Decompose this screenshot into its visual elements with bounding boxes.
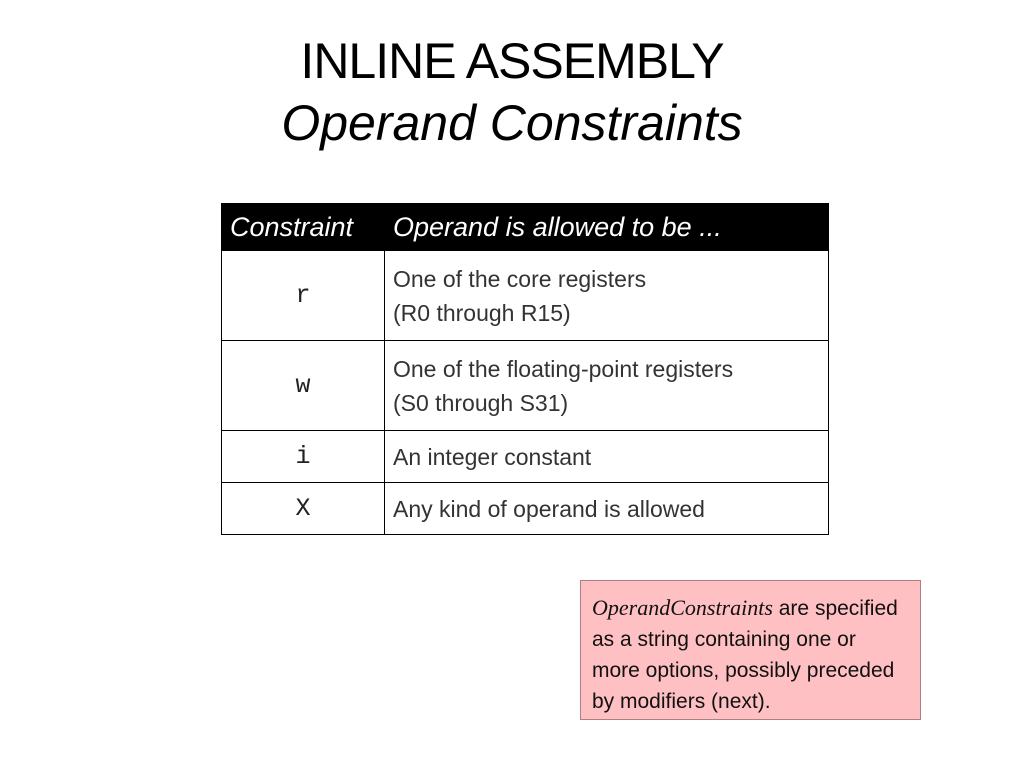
constraint-code: w <box>222 341 385 431</box>
constraint-description <box>385 341 829 431</box>
note-term: OperandConstraints <box>592 595 773 620</box>
table-header-row <box>222 204 829 251</box>
description-line: An integer constant <box>393 443 592 470</box>
note-text: are specified as a string containing one or more options, possibly preceded by modifiers (next). <box>592 597 898 713</box>
description-line: One of the floating-point registers <box>393 355 734 382</box>
constraints-table <box>221 203 829 535</box>
constraint-code: r <box>222 251 385 341</box>
description-line: Any kind of operand is allowed <box>393 495 705 522</box>
header-operand: Operand is allowed to be ... <box>385 204 829 251</box>
constraint-description <box>385 251 829 341</box>
constraint-code: X <box>222 483 385 535</box>
table-row <box>222 483 829 535</box>
note-callout <box>580 580 921 720</box>
header-constraint: Constraint <box>222 204 385 251</box>
table-row <box>222 431 829 483</box>
description-line: One of the core registers <box>393 265 647 292</box>
title-subtitle: Operand Constraints <box>281 95 743 151</box>
description-line: (R0 through R15) <box>393 299 571 326</box>
title-main: INLINE ASSEMBLY <box>300 33 724 89</box>
table-row <box>222 341 829 431</box>
description-line: (S0 through S31) <box>393 389 569 416</box>
slide-title <box>0 30 1024 154</box>
constraint-description <box>385 483 829 535</box>
constraint-code: i <box>222 431 385 483</box>
constraint-description <box>385 431 829 483</box>
table-row <box>222 251 829 341</box>
